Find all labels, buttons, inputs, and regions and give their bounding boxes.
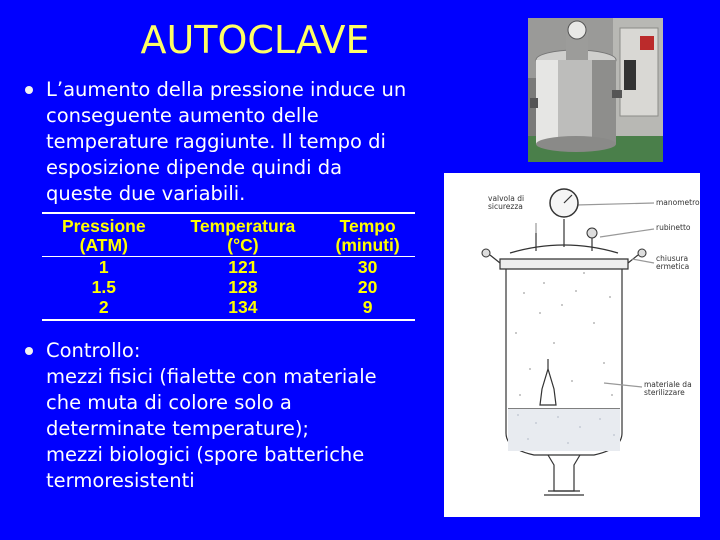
header-temperatura: Temperatura [166, 213, 321, 236]
text-line: determinate temperature); [46, 417, 310, 440]
table-cell: 9 [320, 297, 415, 320]
table-cell: 134 [166, 297, 321, 320]
text-line: conseguente aumento delle [46, 104, 319, 127]
bullet-dot-1 [25, 86, 33, 94]
table-cell: 1 [98, 257, 109, 277]
bullet-dot-2 [25, 347, 33, 355]
text-line: L’aumento della pressione induce un [46, 78, 407, 101]
table-cell: 20 [357, 277, 378, 297]
table-cell: 128 [228, 277, 258, 297]
label-materiale [644, 381, 692, 397]
bullet-text-2 [46, 338, 377, 494]
autoclave-photo-graphic [528, 18, 663, 162]
header-pressione-unit: (ATM) [42, 236, 166, 257]
table-cell: 121 [228, 257, 258, 277]
autoclave-diagram [444, 173, 700, 517]
table-cell: 30 [357, 257, 378, 277]
text-line: temperature raggiunte. Il tempo di [46, 130, 386, 153]
header-tempo-unit: (minuti) [320, 236, 415, 257]
label-rubinetto: rubinetto [656, 223, 691, 232]
table-row [42, 257, 415, 278]
text-line: termoresistenti [46, 469, 195, 492]
text-line: mezzi biologici (spore batteriche [46, 443, 365, 466]
label-line: ermetica [656, 262, 690, 271]
bullet-text-1 [46, 77, 406, 207]
pressure-temperature-table [42, 212, 415, 321]
label-line: valvola di [488, 194, 525, 203]
label-line: chiusura [656, 254, 689, 263]
autoclave-photo [528, 18, 663, 162]
label-line: sterilizzare [644, 388, 685, 397]
header-tempo: Tempo [320, 213, 415, 236]
table-cell: 2 [42, 297, 166, 320]
header-pressione: Pressione [42, 213, 166, 236]
label-line: sicurezza [488, 202, 523, 211]
label-chiusura [656, 255, 689, 271]
text-line: che muta di colore solo a [46, 391, 292, 414]
table-cell: 1.5 [91, 277, 116, 297]
table-row [42, 297, 415, 320]
text-line: queste due variabili. [46, 182, 246, 205]
table-row [42, 277, 415, 297]
label-line: materiale da [644, 380, 692, 389]
label-manometro: manometro [656, 198, 700, 207]
slide-title: AUTOCLAVE [140, 18, 370, 62]
text-line: Controllo: [46, 339, 141, 362]
header-temperatura-unit: (°C) [166, 236, 321, 257]
text-line: esposizione dipende quindi da [46, 156, 343, 179]
label-valvola [488, 195, 524, 211]
text-line: mezzi fisici (fialette con materiale [46, 365, 377, 388]
